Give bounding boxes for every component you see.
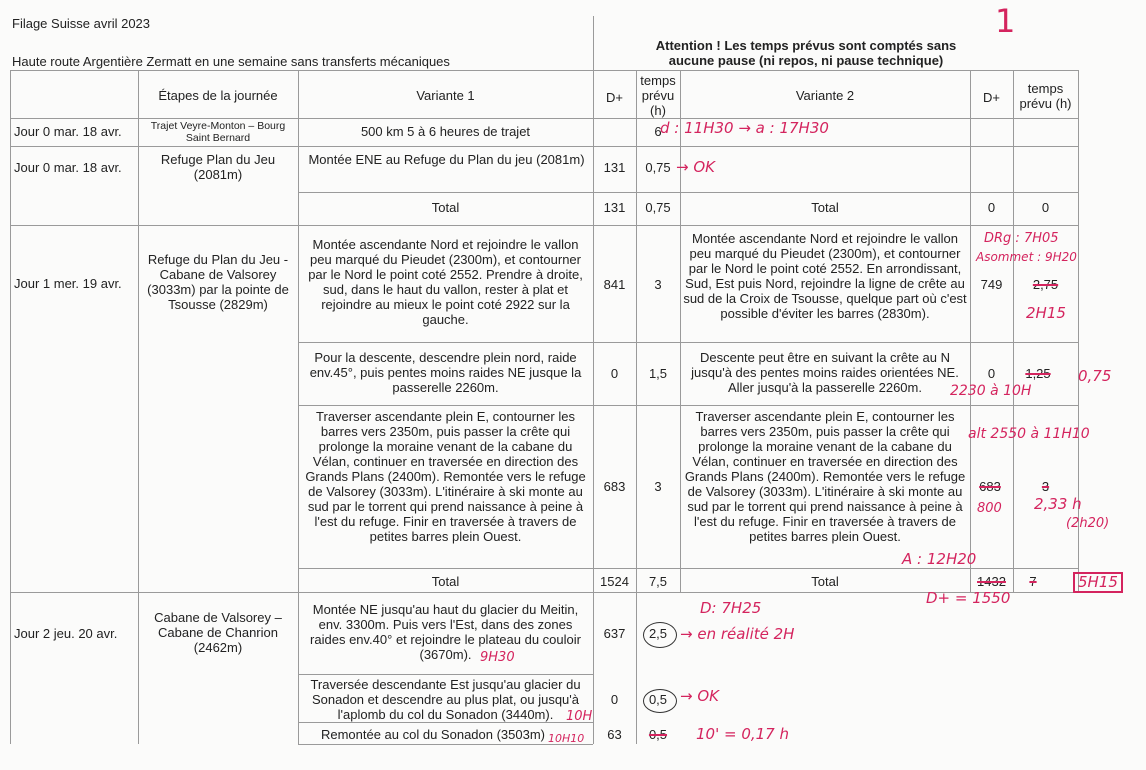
r8-temps: 2,5 <box>648 626 668 641</box>
annot-r10-value: 10' = 0,17 h <box>696 725 789 743</box>
r8-dplus: 637 <box>603 626 626 641</box>
r6-temps2: 3 <box>1041 479 1050 494</box>
annot-r8-time: 9H30 <box>480 650 515 665</box>
r1-temps: 6 <box>654 124 662 139</box>
r3-total-label: Total <box>431 200 460 215</box>
r3-dplus2: 0 <box>987 200 996 215</box>
annot-r2-ok: → OK <box>676 158 715 176</box>
doc-subtitle: Haute route Argentière Zermatt en une semaine sans transferts mécaniques <box>12 54 450 69</box>
r7-total-label2: Total <box>811 574 839 589</box>
circle-r9-temps <box>643 689 677 713</box>
r1-jour: Jour 0 mar. 18 avr. <box>14 124 122 139</box>
doc-title: Filage Suisse avril 2023 <box>12 16 151 31</box>
annot-r6-temps: 2,33 h <box>1034 495 1082 513</box>
r2-temps: 0,75 <box>645 160 671 175</box>
r6-dplus2: 683 <box>979 479 1001 494</box>
r4-etape: Refuge du Plan du Jeu - Cabane de Valsorey (3033m) par la pointe de Tsousse (2829m) <box>147 252 289 312</box>
annot-r6-dplus: 800 <box>977 501 1002 516</box>
r4-variante2: Montée ascendante Nord et rejoindre le vallon peu marqué du Pieudet (2300m), et contourner par le Nord le point coté 2552. En arrondissant, Sud, Est puis Nord, rejoindre la ligne de crête au sud de la Croix de Tsousse, quelque part où c'est possible d'éviter les barres (2830m). <box>683 231 967 321</box>
header-temps1: temps prévu (h) <box>640 73 676 118</box>
r10-dplus: 63 <box>607 727 622 742</box>
r8-jour: Jour 2 jeu. 20 avr. <box>14 626 118 641</box>
annot-r9-ok: → OK <box>680 687 719 705</box>
r4-temps: 3 <box>654 277 662 292</box>
r3-total-label2: Total <box>811 200 839 215</box>
annot-r8-real: → en réalité 2H <box>680 625 795 643</box>
r2-dplus: 131 <box>603 160 626 175</box>
r7-dplus: 1524 <box>600 574 629 589</box>
r3-temps2: 0 <box>1041 200 1050 215</box>
r8-variante1: Montée NE jusqu'au haut du glacier du Meitin, env. 3300m. Puis vers l'Est, dans des zones raides env.40° et rejoindre le plateau du couloir (3670m). <box>310 602 581 662</box>
r7-temps2: 7 <box>1029 574 1037 589</box>
r7-total-label: Total <box>431 574 460 589</box>
r1-variante1: 500 km 5 à 6 heures de trajet <box>360 124 531 139</box>
header-variante1: Variante 1 <box>416 88 475 103</box>
r5-variante2: Descente peut être en suivant la crête au N jusqu'à des pentes moins raides orientées NE. Aller jusqu'à la passerelle 2260m. <box>691 350 959 395</box>
r5-variante1: Pour la descente, descendre plein nord, raide env.45°, puis pentes moins raides NE jusque la passerelle 2260m. <box>309 350 582 395</box>
r10-variante1: Remontée au col du Sonadon (3503m) <box>320 727 546 742</box>
header-variante2: Variante 2 <box>795 88 855 103</box>
annot-r1-times: d : 11H30 → a : 17H30 <box>660 119 829 137</box>
r4-dplus: 841 <box>603 277 626 292</box>
annot-drg: DRg : 7H05 <box>984 231 1059 246</box>
r3-dplus: 131 <box>603 200 626 215</box>
header-temps2: temps prévu (h) <box>1019 81 1072 111</box>
attention-note: Attention ! Les temps prévus sont comptés sans aucune pause (ni repos, ni pause technique) <box>655 38 957 68</box>
header-dplus: D+ <box>606 90 623 105</box>
annot-r5-val: 0,75 <box>1078 367 1112 385</box>
annot-sommet: Asommet : 9H20 <box>976 250 1077 264</box>
r9-temps: 0,5 <box>648 692 668 707</box>
r4-temps2: 2,75 <box>1032 277 1059 292</box>
annot-r7-total: 5H15 <box>1073 572 1123 593</box>
r2-etape: Refuge Plan du Jeu (2081m) <box>160 152 276 182</box>
annot-r4-time: 2H15 <box>1026 304 1066 322</box>
r5-dplus: 0 <box>610 366 619 381</box>
annot-r9-time: 10H <box>566 709 593 724</box>
annot-r6-arrival: A : 12H20 <box>902 550 977 568</box>
r5-temps2: 1,25 <box>1025 366 1051 381</box>
r10-temps: 0,5 <box>648 727 668 742</box>
r6-temps: 3 <box>654 479 662 494</box>
r6-variante1: Traverser ascendante plein E, contourner les barres vers 2350m, puis passer la crête qui prolonge la moraine venant de la cabane du Vélan, continuer en traversée en direction des Grands Plans (2400m). Remontée vers le refuge de Valsorey (3033m). L'itinéraire à ski monte au sud par le torrent qui prend naissance à peine à l'est du refuge. Finir en traversée à travers de petites barres plein Ouest. <box>305 409 586 544</box>
header-dplus2: D+ <box>983 90 1000 105</box>
r9-dplus: 0 <box>610 692 619 707</box>
r2-variante1: Montée ENE au Refuge du Plan du jeu (2081m) <box>308 152 585 167</box>
r5-dplus2: 0 <box>987 366 996 381</box>
r9-variante1: Traversée descendante Est jusqu'au glacier du Sonadon et descendre au plus plat, ou jusqu'à l'aplomb du col du Sonadon (3440m). <box>310 677 581 722</box>
r4-jour: Jour 1 mer. 19 avr. <box>14 276 122 291</box>
r4-dplus2: 749 <box>980 277 1003 292</box>
annot-r5-time: 2230 à 10H <box>950 383 1032 399</box>
header-etapes: Étapes de la journée <box>158 88 278 103</box>
r7-temps: 7,5 <box>648 574 668 589</box>
annot-r6-temps2: (2h20) <box>1066 516 1110 531</box>
r3-temps: 0,75 <box>645 200 671 215</box>
annot-r6-alt: alt 2550 à 11H10 <box>968 426 1090 442</box>
page-number-mark: 1 <box>995 2 1016 40</box>
annot-r10-time: 10H10 <box>548 732 585 745</box>
r6-dplus: 683 <box>603 479 626 494</box>
annot-r7-dplus: D+ = 1550 <box>926 589 1011 607</box>
r6-variante2: Traverser ascendante plein E, contourner les barres vers 2350m, puis passer la crête qui prolonge la moraine venant de la cabane du Vélan, continuer en traversée en direction des Grands Plans (2400m). Remontée vers le refuge de Valsorey (3033m). L'itinéraire à ski monte au sud par le torrent qui prend naissance à peine à l'est du refuge. Finir en traversée à travers de petites barres plein Ouest. <box>684 409 966 544</box>
r8-etape: Cabane de Valsorey – Cabane de Chanrion (2462m) <box>154 610 282 655</box>
r1-etape: Trajet Veyre-Monton – Bourg Saint Bernard <box>150 120 286 144</box>
annot-r8-depart: D: 7H25 <box>700 599 762 617</box>
r7-dplus2: 1432 <box>977 574 1006 589</box>
r4-variante1: Montée ascendante Nord et rejoindre le vallon peu marqué du Pieudet (2300m), et contourner par le Nord le point coté 2552. Prendre à droite, sud, dans le haut du vallon, rester à plat et rejoindre au mieux le point coté 2922 sur la gauche. <box>308 237 583 327</box>
circle-r8-temps <box>643 622 677 648</box>
r5-temps: 1,5 <box>648 366 668 381</box>
r2-jour: Jour 0 mar. 18 avr. <box>14 160 122 175</box>
